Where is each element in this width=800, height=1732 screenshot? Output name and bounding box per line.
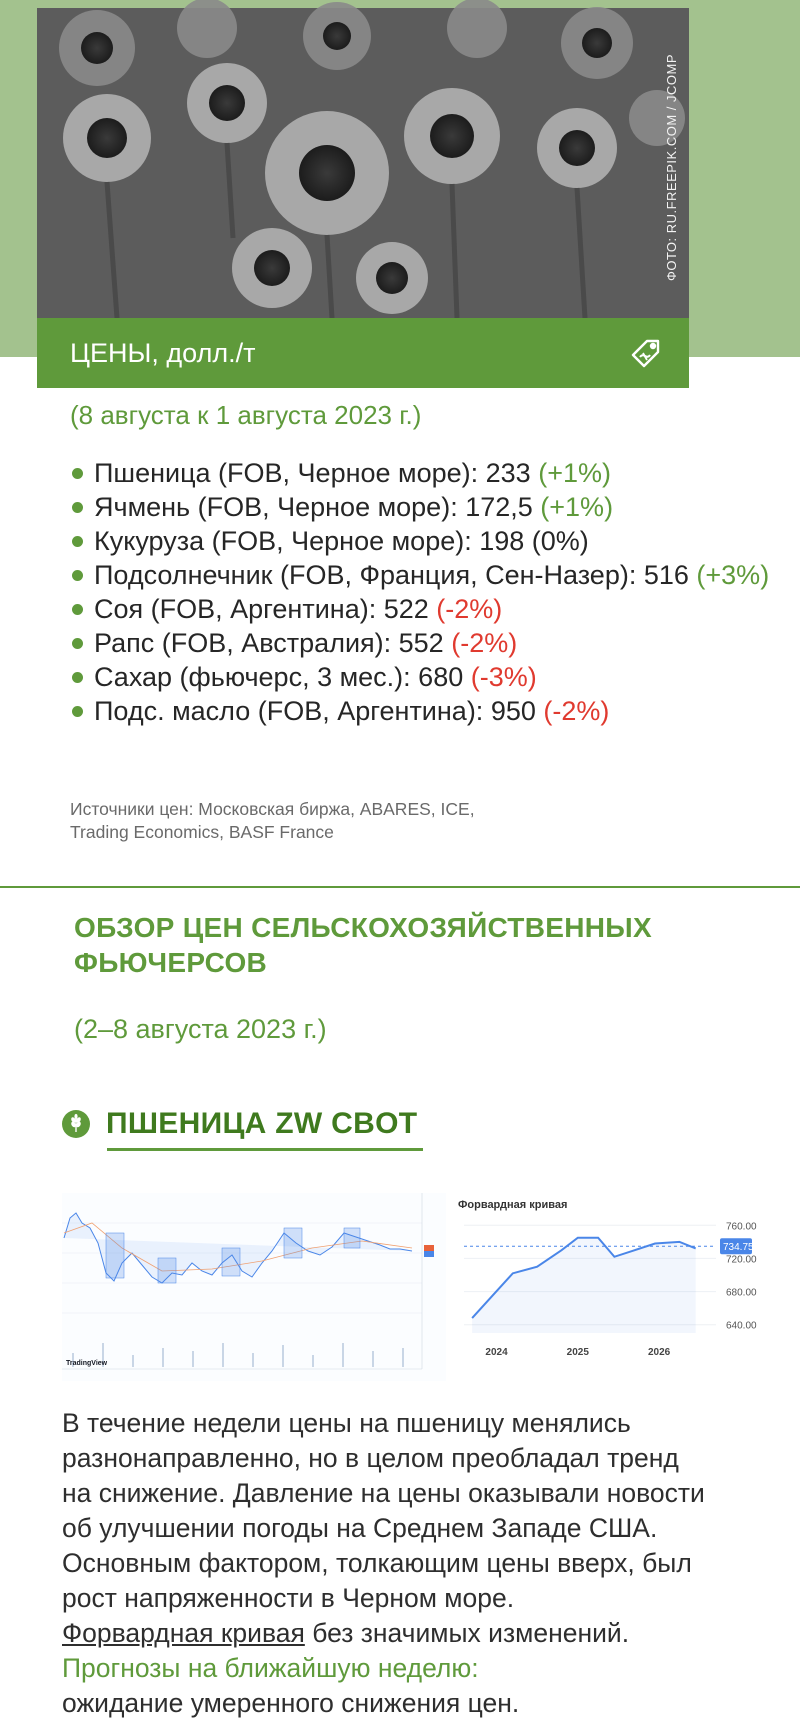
price-tag-icon [625,333,665,373]
chart-title: Форвардная кривая [458,1199,568,1211]
price-sources [70,798,590,844]
text-line: В течение недели цены на пшеницу менялись [62,1408,631,1438]
x-tick-label: 2025 [566,1347,589,1358]
price-change: (+1%) [540,492,614,522]
price-label: Пшеница (FOB, Черное море): 233 [94,458,531,488]
forward-curve-chart [454,1193,757,1363]
text-line: об улучшении погоды на Среднем Западе США. [62,1513,658,1543]
sources-line: Источники цен: Московская биржа, ABARES, ICE, [70,799,475,819]
review-period: (2–8 августа 2023 г.) [74,1014,327,1044]
price-chart-svg [62,1193,446,1381]
list-item [72,592,772,626]
prices-period: (8 августа к 1 августа 2023 г.) [70,400,422,430]
forward-curve-svg [454,1193,757,1363]
current-price-label: 734.75 [723,1242,754,1254]
price-change: (+1%) [538,458,611,488]
text-line: разнонаправленно, но в целом преобладал тренд [62,1443,679,1473]
prices-header [37,318,689,388]
y-tick-label: 680.00 [726,1287,757,1299]
text-line: Основным фактором, толкающим цены вверх, был [62,1548,692,1578]
text-line: рост напряженности в Черном море. [62,1583,515,1613]
review-title [74,910,774,980]
price-change: (+3%) [696,560,770,590]
x-tick-label: 2024 [485,1347,508,1358]
price-change: (-2%) [543,696,610,726]
prices-title: ЦЕНЫ, долл./т [70,337,256,368]
bullet-icon [72,638,83,649]
text-line: ожидание умеренного снижения цен. [62,1688,520,1718]
sunflower-photo [37,8,689,318]
price-change: (-3%) [470,662,537,692]
y-tick-label: 760.00 [726,1221,757,1233]
review-title-line: ФЬЮЧЕРСОВ [74,947,268,978]
review-title-line: ОБЗОР ЦЕН СЕЛЬСКОХОЗЯЙСТВЕННЫХ [74,912,652,943]
price-label: Соя (FOB, Аргентина): 522 [94,594,429,624]
wheat-title: ПШЕНИЦА ZW CBOT [106,1107,418,1140]
price-label: Ячмень (FOB, Черное море): 172,5 [94,492,533,522]
price-list [72,456,772,728]
text-line: на снижение. Давление на цены оказывали новости [62,1478,705,1508]
y-tick-label: 720.00 [726,1254,757,1266]
text-fragment: без значимых изменений. [304,1618,630,1648]
list-item [72,558,772,592]
wheat-commentary [62,1406,782,1721]
list-item [72,626,772,660]
forward-curve-link[interactable]: Форвардная кривая [62,1618,305,1648]
x-tick-label: 2026 [647,1347,671,1358]
list-item [72,694,772,728]
price-change: (-2%) [451,628,518,658]
bullet-icon [72,570,83,581]
price-change: (-2%) [436,594,503,624]
price-label: Подсолнечник (FOB, Франция, Сен-Назер): 516 [94,560,689,590]
price-label: Подс. масло (FOB, Аргентина): 950 [94,696,536,726]
bullet-icon [72,536,83,547]
section-divider [0,886,800,888]
photo-credit: ФОТО: RU.FREEPIK.COM / JCOMP [664,54,679,281]
price-label: Рапс (FOB, Австралия): 552 [94,628,444,658]
price-label: Кукуруза (FOB, Черное море): 198 [94,526,525,556]
list-item [72,490,772,524]
series-area [472,1238,696,1333]
list-item [72,456,772,490]
bullet-icon [72,468,83,479]
tradingview-price-chart [62,1193,446,1381]
wheat-heading [62,1107,417,1141]
list-item [72,524,772,558]
bullet-icon [72,502,83,513]
y-tick-label: 640.00 [726,1320,757,1332]
forecast-heading: Прогнозы на ближайшую неделю: [62,1653,479,1683]
sunflower-illustration [37,8,689,318]
list-item [72,660,772,694]
bullet-icon [72,706,83,717]
tradingview-logo: TradingView [66,1360,108,1367]
bullet-icon [72,672,83,683]
price-label: Сахар (фьючерс, 3 мес.): 680 [94,662,464,692]
bullet-icon [72,604,83,615]
wheat-title-underline [107,1148,423,1151]
sources-line: Trading Economics, BASF France [70,822,334,842]
text-line [62,1616,782,1651]
price-change: (0%) [531,526,589,556]
wheat-icon [62,1110,90,1138]
